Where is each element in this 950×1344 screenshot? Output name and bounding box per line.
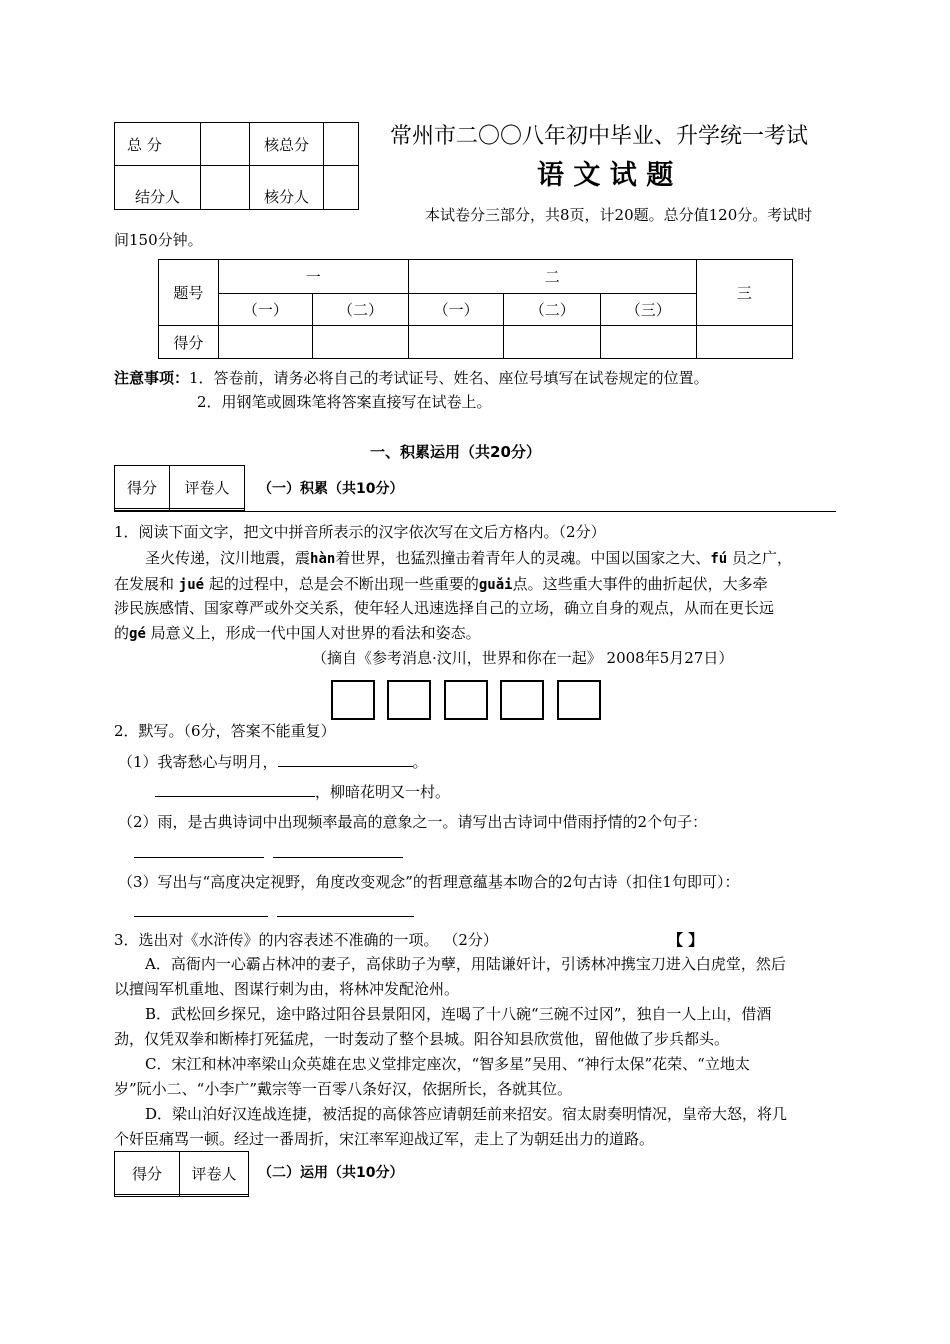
option-d-cont: 个奸臣痛骂一顿。经过一番周折，宋江率军迎战辽军，走上了为朝廷出力的道路。 [114, 1130, 655, 1148]
sub-header: （三） [601, 294, 697, 326]
answer-blank[interactable] [273, 857, 403, 858]
grader-score-label: 得分 [115, 1152, 180, 1195]
q2-prompt: 2．默写。（6分，答案不能重复） [114, 722, 336, 740]
checker-label: 核分人 [250, 166, 324, 210]
answer-box[interactable] [331, 680, 375, 720]
answer-blank[interactable] [134, 916, 268, 917]
grader-score-label: 得分 [115, 466, 170, 509]
text: ，柳暗花明又一村。 [315, 783, 451, 801]
q1-source: （摘自《参考消息·汶川，世界和你在一起》 2008年5月27日） [312, 649, 734, 667]
pinyin: hàn [310, 551, 336, 567]
q1-passage-line [145, 548, 792, 569]
score-label: 得分 [159, 326, 219, 359]
text: 局意义上，形成一代中国人对世界的看法和姿态。 [145, 624, 481, 642]
answer-box[interactable] [444, 680, 488, 720]
grader-person-label: 评卷人 [180, 1152, 249, 1195]
exam-title: 常州市二〇〇八年初中毕业、升学统一考试 [390, 124, 809, 149]
option-d: D．梁山泊好汉连战连捷，被活捉的高俅答应请朝廷前来招安。宿太尉奏明情况，皇帝大怒，将几 [145, 1105, 788, 1123]
text: 的 [114, 624, 130, 642]
q2-item-3: （3）写出与“高度决定视野，角度改变观念”的哲理意蕴基本吻合的2句古诗（扣住1句即可）： [118, 873, 740, 891]
score-cell[interactable] [408, 326, 504, 359]
text: 点。这些重大事件的曲折起伏，大多牵 [512, 575, 768, 593]
q1-passage-line [114, 623, 481, 644]
q2-item-2: （2）雨，是古典诗词中出现频率最高的意象之一。请写出古诗词中借雨抒情的2个句子： [118, 813, 708, 831]
text: 起的过程中，总是会不断出现一些重要的 [204, 575, 479, 593]
grader-table-2 [114, 1151, 249, 1197]
notes-label: 注意事项： [114, 369, 190, 387]
option-a-cont: 以擅闯军机重地、图谋行刺为由，将林冲发配沧州。 [114, 980, 460, 998]
sub-header: （二） [504, 294, 601, 326]
part-3-header: 三 [696, 260, 792, 326]
answer-blank[interactable] [134, 857, 264, 858]
answer-box[interactable] [557, 680, 601, 720]
text: （1）我寄愁心与明月， [118, 753, 278, 771]
scorer-label: 结分人 [115, 166, 201, 210]
check-total-cell[interactable] [324, 123, 359, 166]
text: 。 [412, 753, 428, 771]
note-item: 1．答卷前，请务必将自己的考试证号、姓名、座位号填写在试卷规定的位置。 [189, 369, 709, 387]
score-cell[interactable] [696, 326, 792, 359]
option-b: B．武松回乡探兄，途中路过阳谷县景阳冈，连喝了十八碗“三碗不过冈”，独自一人上山，借酒 [145, 1005, 772, 1023]
grader-table [114, 465, 245, 511]
sub-header: （一） [218, 294, 313, 326]
total-cell[interactable] [201, 123, 250, 166]
text: 员之广， [727, 549, 792, 567]
answer-blank[interactable] [277, 916, 414, 917]
q2-item-1 [118, 752, 428, 772]
q1-passage-line [114, 574, 768, 595]
text: 圣火传递，汶川地震，震 [145, 549, 311, 567]
score-cell[interactable] [218, 326, 313, 359]
pinyin: fú [710, 551, 728, 567]
part-1-header: 一 [218, 260, 408, 294]
option-a: A．高衙内一心霸占林冲的妻子，高俅助子为孽，用陆谦奸计，引诱林冲携宝刀进入白虎堂，然后 [145, 955, 786, 973]
answer-box[interactable] [387, 680, 431, 720]
intro-text: 本试卷分三部分，共8页，计20题。总分值120分。考试时 [425, 206, 813, 224]
score-cell[interactable] [601, 326, 697, 359]
sub-header: （二） [313, 294, 409, 326]
answer-blank[interactable] [155, 782, 315, 797]
pinyin: gé [129, 626, 146, 642]
option-b-cont: 劲，仅凭双拳和断棒打死猛虎，一时轰动了整个县城。阳谷知县欣赏他，留他做了步兵都头。 [114, 1030, 730, 1048]
score-cell[interactable] [313, 326, 409, 359]
note-item: 2．用钢笔或圆珠笔将答案直接写在试卷上。 [197, 393, 492, 411]
answer-bracket[interactable]: 【 】 [668, 931, 704, 949]
answer-blank[interactable] [278, 752, 413, 767]
answer-box[interactable] [500, 680, 544, 720]
pinyin: guǎi [478, 577, 513, 593]
subject-title: 语 文 试 题 [537, 160, 674, 191]
subsection-heading-2: （二）运用（共10分） [258, 1165, 404, 1181]
grader-person-label: 评卷人 [170, 466, 245, 509]
q2-item-1b [155, 782, 450, 802]
subsection-heading: （一）积累（共10分） [258, 481, 404, 497]
text: 在发展和 [114, 575, 179, 593]
section-heading: 一、积累运用（共20分） [370, 443, 541, 461]
score-table [158, 259, 793, 359]
sub-header: （一） [408, 294, 504, 326]
checker-cell[interactable] [324, 166, 359, 210]
pinyin: jué [178, 577, 205, 593]
option-c-cont: 岁”阮小二、“小李广”戴宗等一百零八条好汉，依据所长，各就其位。 [114, 1080, 573, 1098]
score-cell[interactable] [504, 326, 601, 359]
intro-text-cont: 间150分钟。 [114, 231, 203, 249]
notes [114, 368, 709, 388]
question-number-label: 题号 [159, 260, 219, 326]
scorer-cell[interactable] [201, 166, 250, 210]
check-total-label: 核总分 [250, 123, 324, 166]
part-2-header: 二 [408, 260, 696, 294]
grader-score-cell[interactable] [115, 1195, 180, 1197]
q1-prompt: 1．阅读下面文字，把文中拼音所表示的汉字依次写在文后方格内。（2分） [114, 523, 606, 541]
grader-person-cell[interactable] [180, 1195, 249, 1197]
divider [114, 511, 836, 512]
q3-prompt: 3．选出对《水浒传》的内容表述不准确的一项。 （2分） [114, 931, 498, 949]
option-c: C．宋江和林冲率梁山众英雄在忠义堂排定座次，“智多星”吴用、“神行太保”花荣、“立地太 [145, 1055, 750, 1073]
score-summary-table [114, 122, 359, 210]
text: 着世界，也猛烈撞击着青年人的灵魂。中国以国家之大、 [335, 549, 711, 567]
q1-passage-line: 涉民族感情、国家尊严或外交关系，使年轻人迅速选择自己的立场，确立自身的观点，从而在更长远 [114, 599, 775, 617]
total-label: 总 分 [115, 123, 201, 166]
